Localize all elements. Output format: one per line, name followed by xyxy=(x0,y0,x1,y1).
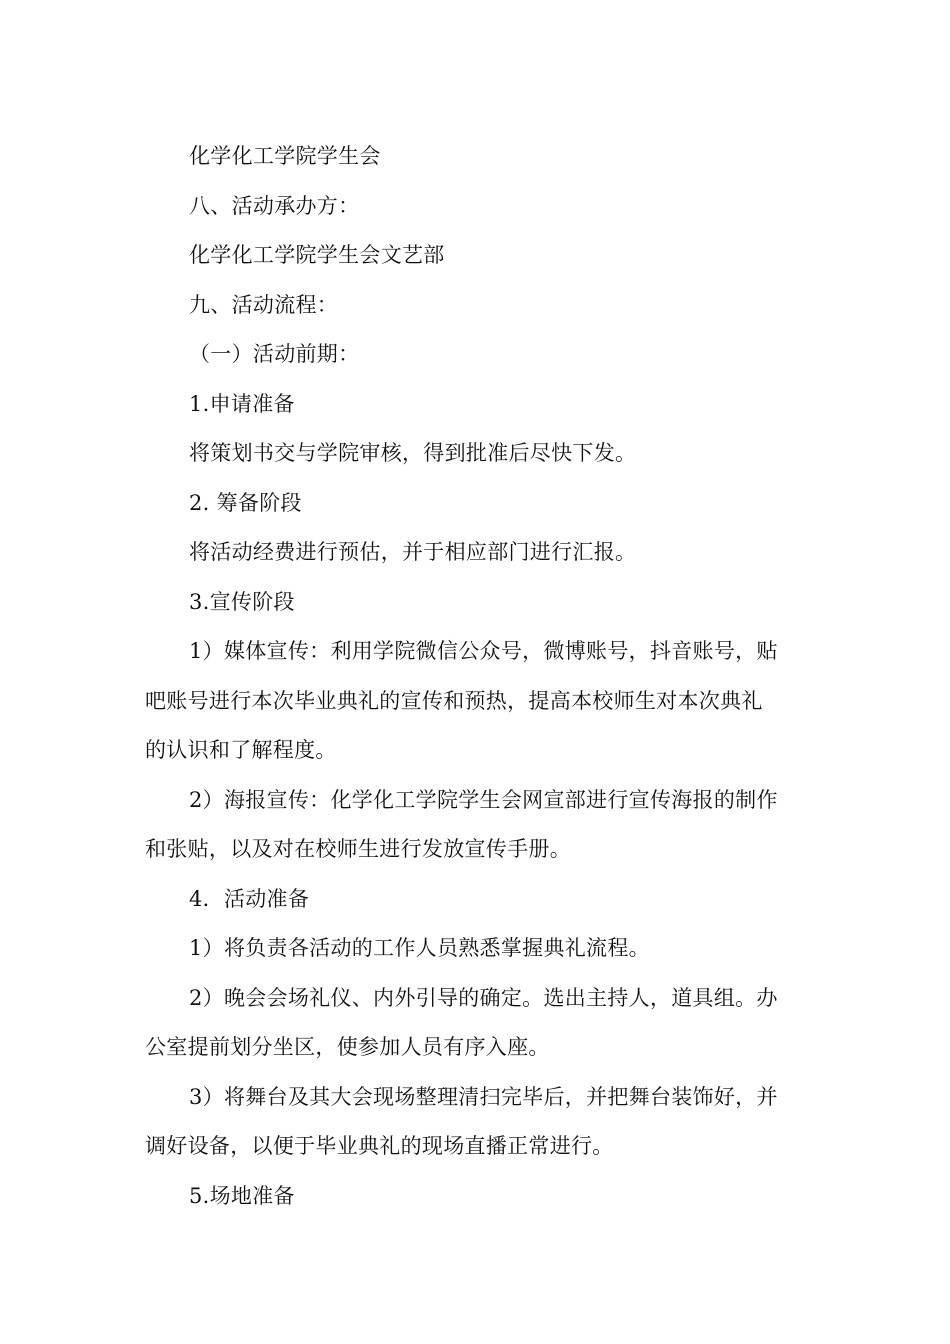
paragraph-media-publicity xyxy=(145,627,810,776)
paragraph-poster-publicity xyxy=(145,776,810,875)
step-heading-preparation: 2. 筹备阶段 xyxy=(189,490,302,515)
paragraph-line: 2）晚会会场礼仪、内外引导的确定。选出主持人，道具组。办 xyxy=(189,985,778,1010)
section-heading-process: 九、活动流程： xyxy=(189,292,339,317)
document-body xyxy=(145,132,810,1221)
step-text-preparation: 将活动经费进行预估，并于相应部门进行汇报。 xyxy=(189,540,637,564)
paragraph-line: 公室提前划分坐区，使参加人员有序入座。 xyxy=(145,1035,550,1059)
step-heading-publicity: 3.宣传阶段 xyxy=(189,589,295,614)
paragraph-line: 吧账号进行本次毕业典礼的宣传和预热，提高本校师生对本次典礼 xyxy=(145,688,763,713)
section-heading-host: 八、活动承办方： xyxy=(189,193,360,218)
prep-item-1: 1）将负责各活动的工作人员熟悉掌握典礼流程。 xyxy=(189,936,650,960)
host-name: 化学化工学院学生会文艺部 xyxy=(189,243,445,267)
paragraph-line: 的认识和了解程度。 xyxy=(145,738,337,762)
paragraph-line: 1）媒体宣传：利用学院微信公众号，微博账号，抖音账号，贴 xyxy=(189,639,778,663)
step-text-application: 将策划书交与学院审核，得到批准后尽快下发。 xyxy=(189,441,637,465)
paragraph-line: 调好设备，以便于毕业典礼的现场直播正常进行。 xyxy=(145,1134,614,1158)
step-heading-activity-prep: 4．活动准备 xyxy=(189,886,310,911)
paragraph-prep-item-2 xyxy=(145,974,810,1073)
subsection-heading-early: （一）活动前期： xyxy=(189,342,360,366)
step-heading-venue: 5.场地准备 xyxy=(189,1183,295,1208)
paragraph-line: 2）海报宣传：化学化工学院学生会网宣部进行宣传海报的制作 xyxy=(189,787,778,812)
organizer-name: 化学化工学院学生会 xyxy=(189,144,381,168)
paragraph-line: 和张贴，以及对在校师生进行发放宣传手册。 xyxy=(145,837,571,861)
step-heading-application: 1.申请准备 xyxy=(189,391,295,416)
paragraph-line: 3）将舞台及其大会现场整理清扫完毕后，并把舞台装饰好，并 xyxy=(189,1084,778,1109)
paragraph-prep-item-3 xyxy=(145,1073,810,1172)
